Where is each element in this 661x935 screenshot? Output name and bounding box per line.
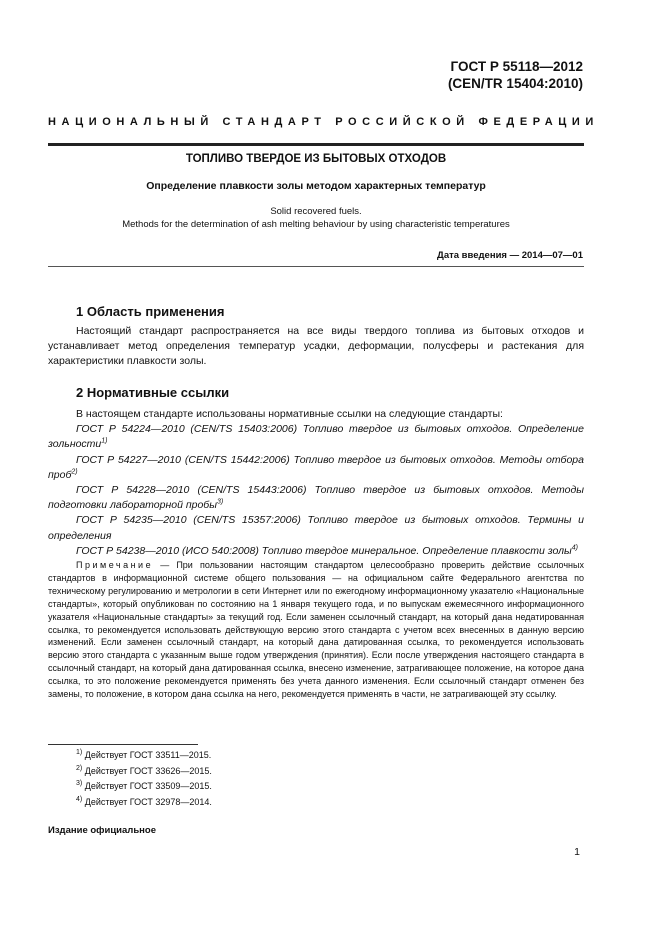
- reference-text: ГОСТ Р 54238—2010 (ИСО 540:2008) Топливо твердое минеральное. Определение плавкости золы: [76, 544, 572, 557]
- standard-designation: [448, 58, 583, 92]
- reference-text: ГОСТ Р 54235—2010 (CEN/TS 15357:2006) Топливо твердое из бытовых отходов. Термины и определения: [48, 514, 584, 542]
- date-rule: [48, 266, 584, 267]
- document-subtitle: Определение плавкости золы методом характерных температур: [146, 180, 486, 192]
- footnote-mark: 1): [101, 437, 108, 445]
- footnote: [76, 795, 212, 811]
- footnote-text: Действует ГОСТ 33509—2015.: [82, 781, 212, 791]
- document-title: ТОПЛИВО ТВЕРДОЕ ИЗ БЫТОВЫХ ОТХОДОВ: [185, 153, 447, 165]
- english-title-line-2: Methods for the determination of ash melting behaviour by using characteristic temperatures: [122, 219, 510, 230]
- section-1-text: Настоящий стандарт распространяется на все виды твердого топлива из бытовых отходов и устанавливает метод определения температур усадки, деформации, полусферы и растекания для характеристики плавкости золы.: [48, 325, 584, 368]
- footnote-mark: 4): [76, 795, 83, 803]
- section-1-heading: 1 Область применения: [76, 304, 225, 319]
- footnotes: [76, 748, 212, 810]
- introduction-date: Дата введения — 2014—07—01: [437, 250, 583, 261]
- page-number: 1: [574, 846, 580, 858]
- footnote: [76, 779, 212, 795]
- english-title: [48, 205, 584, 231]
- references-note: [48, 559, 584, 701]
- footnote-text: Действует ГОСТ 33626—2015.: [82, 765, 212, 776]
- footnote-mark: 2): [76, 764, 83, 772]
- standard-number: ГОСТ Р 55118—2012: [450, 59, 583, 74]
- footnote: [76, 764, 212, 780]
- reference-text: ГОСТ Р 54224—2010 (CEN/TS 15403:2006) Топливо твердое из бытовых отходов. Определение зольности: [48, 423, 584, 451]
- reference-item: [48, 453, 584, 483]
- note-text: — При пользовании настоящим стандартом целесообразно проверить действие ссылочных стандартов в информационной системе общего пользования — на официальном сайте Федерального агентства по техническому регулированию и метрологии в сети Интернет или по ежегодному информационному указателю «Национальные стандарты», который опубликован по состоянию на 1 января текущего года, и по выпускам ежемесячного информационного указателя «Национальные стандарты» за текущий год. Если заменен ссылочный стандарт, на который дана недатированная ссылка, то рекомендуется использовать действующую версию этого стандарта с учетом всех внесенных в данную версию изменений. Если заменен ссылочный стандарт, на который дана датированная ссылка, то рекомендуется использовать версию этого стандарта с указанным выше годом утверждения (принятия). Если после утверждения настоящего стандарта в ссылочный стандарт, на который дана датированная ссылка, внесено изменение, затрагивающее положение, на которое дана ссылка, то это положение рекомендуется применять без учета данного изменения. Если ссылочный стандарт отменен без замены, то положение, в котором дана ссылка на него, рекомендуется применять в части, не затрагивающей эту ссылку.: [48, 560, 584, 700]
- note-label: Примечание: [76, 560, 154, 570]
- header-rule: [48, 143, 584, 146]
- national-standard-heading: НАЦИОНАЛЬНЫЙ СТАНДАРТ РОССИЙСКОЙ ФЕДЕРАЦИИ: [48, 116, 599, 128]
- reference-item: [48, 513, 584, 543]
- section-2-heading: 2 Нормативные ссылки: [76, 385, 230, 400]
- official-edition-label: Издание официальное: [48, 825, 156, 836]
- footnote-rule: [48, 744, 198, 745]
- reference-text: ГОСТ Р 54228—2010 (CEN/TS 15443:2006) Топливо твердое из бытовых отходов. Методы подготовки лабораторной пробы: [48, 484, 584, 512]
- references-intro: В настоящем стандарте использованы нормативные ссылки на следующие стандарты:: [76, 408, 503, 420]
- reference-text: ГОСТ Р 54227—2010 (CEN/TS 15442:2006) Топливо твердое из бытовых отходов. Методы отбора проб: [48, 453, 584, 481]
- reference-item: [48, 544, 584, 559]
- footnote-mark: 4): [571, 544, 578, 552]
- footnote-mark: 3): [216, 498, 224, 506]
- reference-item: [48, 422, 584, 452]
- footnote-text: Действует ГОСТ 32978—2014.: [82, 796, 212, 807]
- footnote-mark: 3): [76, 780, 83, 787]
- footnote-text: Действует ГОСТ 33511—2015.: [82, 750, 212, 760]
- section-2-body: [48, 407, 584, 559]
- footnote-mark: 2): [71, 468, 78, 476]
- english-title-line-1: Solid recovered fuels.: [270, 206, 362, 217]
- standard-equivalent: (CEN/TR 15404:2010): [447, 76, 583, 91]
- footnote: [76, 748, 212, 764]
- reference-item: [48, 483, 584, 513]
- footnote-mark: 1): [76, 749, 83, 756]
